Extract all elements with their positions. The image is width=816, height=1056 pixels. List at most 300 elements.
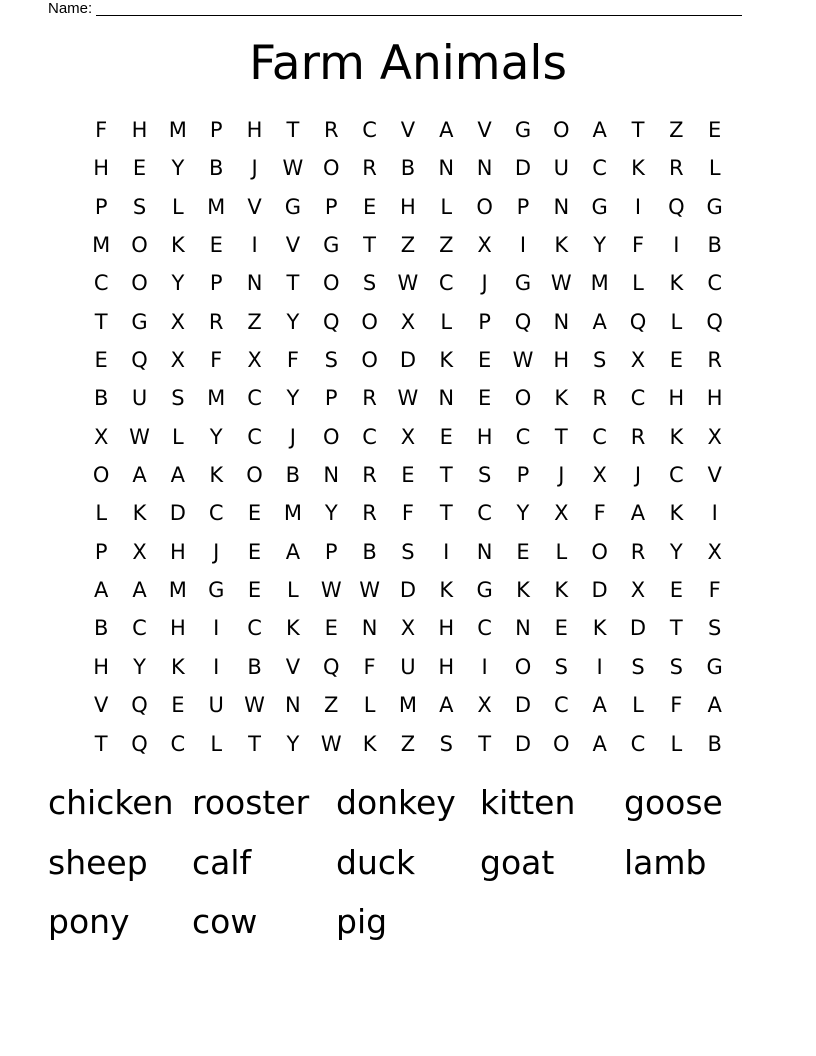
grid-letter[interactable]: C [362, 118, 377, 142]
grid-letter[interactable]: L [440, 309, 453, 334]
grid-letter[interactable]: Y [171, 271, 185, 296]
grid-letter[interactable]: A [439, 118, 454, 142]
grid-letter[interactable]: E [132, 156, 147, 181]
grid-letter[interactable]: N [553, 309, 570, 334]
grid-letter[interactable]: N [476, 156, 493, 181]
grid-letter[interactable]: N [323, 463, 340, 488]
grid-letter[interactable]: G [514, 271, 532, 296]
grid-letter[interactable]: L [708, 156, 721, 181]
grid-letter[interactable]: H [246, 118, 263, 142]
grid-letter[interactable]: T [554, 424, 568, 449]
grid-letter[interactable]: F [670, 693, 683, 718]
grid-letter[interactable]: X [400, 616, 416, 641]
grid-letter[interactable]: A [93, 578, 109, 603]
grid-letter[interactable]: T [631, 118, 645, 142]
grid-letter[interactable]: T [363, 233, 376, 258]
grid-letter[interactable]: C [630, 731, 646, 756]
grid-letter[interactable]: V [707, 463, 722, 488]
grid-letter[interactable]: O [514, 654, 532, 679]
grid-letter[interactable]: X [477, 693, 492, 718]
grid-letter[interactable]: T [286, 271, 300, 296]
grid-letter[interactable]: N [438, 386, 455, 411]
grid-letter[interactable]: W [397, 386, 419, 411]
grid-letter[interactable]: F [593, 501, 606, 526]
grid-letter[interactable]: C [592, 156, 607, 181]
word-list-item: chicken [48, 783, 174, 822]
grid-letter[interactable]: M [92, 233, 111, 258]
grid-letter[interactable]: K [516, 578, 530, 603]
grid-letter[interactable]: R [592, 386, 607, 411]
grid-letter[interactable]: P [209, 271, 223, 296]
grid-letter[interactable]: Q [131, 348, 148, 373]
grid-letter[interactable]: K [592, 616, 607, 641]
grid-letter[interactable]: S [592, 348, 607, 373]
grid-letter[interactable]: Z [400, 731, 416, 756]
grid-letter[interactable]: X [170, 309, 186, 334]
grid-letter[interactable]: T [669, 616, 683, 641]
grid-letter[interactable]: R [707, 348, 722, 373]
word-list-item: rooster [192, 783, 310, 822]
grid-letter[interactable]: V [285, 233, 301, 258]
grid-letter[interactable]: D [399, 578, 416, 603]
grid-letter[interactable]: X [630, 348, 646, 373]
grid-letter[interactable]: Y [516, 501, 530, 526]
grid-letter[interactable]: B [707, 233, 722, 258]
grid-letter[interactable]: K [669, 424, 684, 449]
grid-letter[interactable]: O [322, 424, 340, 449]
grid-letter[interactable]: O [92, 463, 110, 488]
grid-letter[interactable]: C [630, 386, 646, 411]
grid-letter[interactable]: E [247, 501, 262, 526]
grid-letter[interactable]: A [132, 578, 147, 603]
grid-letter[interactable]: P [324, 194, 338, 219]
grid-letter[interactable]: Q [131, 693, 148, 718]
grid-letter[interactable]: Z [669, 118, 684, 142]
grid-letter[interactable]: Y [171, 156, 185, 181]
grid-letter[interactable]: T [439, 463, 453, 488]
grid-letter[interactable]: D [629, 616, 647, 641]
grid-letter[interactable]: O [553, 118, 570, 142]
grid-letter[interactable]: S [439, 731, 453, 756]
grid-letter[interactable]: C [438, 271, 454, 296]
grid-letter[interactable]: I [443, 539, 450, 564]
grid-letter[interactable]: P [478, 309, 491, 334]
grid-letter[interactable]: S [401, 539, 415, 564]
grid-letter[interactable]: I [673, 233, 680, 258]
grid-letter[interactable]: H [93, 654, 110, 679]
grid-letter[interactable]: L [670, 731, 683, 756]
grid-letter[interactable]: V [400, 118, 416, 142]
grid-letter[interactable]: Q [629, 309, 647, 334]
grid-letter[interactable]: E [439, 424, 453, 449]
grid-letter[interactable]: E [477, 348, 492, 373]
grid-letter[interactable]: X [477, 233, 492, 258]
grid-letter[interactable]: O [131, 233, 148, 258]
grid-letter[interactable]: Q [706, 309, 723, 334]
grid-letter[interactable]: G [208, 578, 225, 603]
grid-letter[interactable]: O [131, 271, 148, 296]
word-list-item: lamb [624, 842, 707, 882]
grid-letter[interactable]: I [519, 233, 527, 258]
grid-letter[interactable]: G [514, 118, 532, 142]
grid-letter[interactable]: K [631, 156, 645, 181]
grid-letter[interactable]: C [170, 731, 186, 756]
grid-letter[interactable]: Y [286, 731, 300, 756]
grid-letter[interactable]: E [516, 539, 530, 564]
grid-letter[interactable]: E [247, 578, 262, 603]
name-field [48, 0, 742, 18]
grid-letter[interactable]: E [247, 539, 262, 564]
grid-letter[interactable]: D [514, 731, 532, 756]
grid-letter[interactable]: N [246, 271, 263, 296]
grid-letter[interactable]: V [285, 654, 301, 679]
grid-letter[interactable]: L [363, 693, 376, 718]
grid-letter[interactable]: I [481, 654, 488, 679]
grid-letter[interactable]: C [247, 424, 262, 449]
grid-letter[interactable]: J [251, 156, 258, 181]
grid-letter[interactable]: K [439, 578, 454, 603]
grid-letter[interactable]: E [209, 233, 223, 258]
grid-letter[interactable]: P [516, 463, 530, 488]
grid-letter[interactable]: Z [439, 233, 454, 258]
grid-letter[interactable]: Q [322, 309, 340, 334]
grid-letter[interactable]: L [670, 309, 683, 334]
grid-letter[interactable]: X [554, 501, 569, 526]
grid-letter[interactable]: C [477, 501, 492, 526]
grid-letter[interactable]: M [283, 501, 302, 526]
grid-letter[interactable]: H [131, 118, 148, 142]
grid-letter[interactable]: F [631, 233, 645, 258]
grid-letter[interactable]: T [286, 118, 300, 142]
grid-letter[interactable]: V [477, 118, 492, 142]
grid-letter[interactable]: H [476, 424, 493, 449]
grid-letter[interactable]: I [213, 616, 220, 641]
word-list-item: donkey [336, 783, 456, 822]
grid-letter[interactable]: N [476, 539, 493, 564]
grid-letter[interactable]: R [323, 118, 339, 142]
grid-letter[interactable]: U [400, 654, 416, 679]
grid-letter[interactable]: O [591, 539, 608, 564]
grid-letter[interactable]: W [359, 578, 380, 603]
grid-letter[interactable]: I [634, 194, 642, 219]
grid-letter[interactable]: O [246, 463, 263, 488]
grid-letter[interactable]: C [477, 616, 492, 641]
grid-letter[interactable]: T [478, 731, 492, 756]
grid-letter[interactable]: P [209, 118, 223, 142]
grid-letter[interactable]: P [516, 194, 530, 219]
grid-letter[interactable]: N [361, 616, 378, 641]
grid-letter[interactable]: D [591, 578, 608, 603]
grid-letter[interactable]: W [512, 348, 534, 373]
grid-letter[interactable]: J [634, 463, 642, 488]
grid-letter[interactable]: Z [400, 233, 416, 258]
grid-letter[interactable]: R [669, 156, 684, 181]
grid-letter[interactable]: S [631, 654, 645, 679]
grid-letter[interactable]: C [515, 424, 531, 449]
grid-letter[interactable]: J [481, 271, 488, 296]
grid-letter[interactable]: I [711, 501, 718, 526]
grid-letter[interactable]: M [590, 271, 609, 296]
grid-letter[interactable]: K [170, 233, 185, 258]
grid-letter[interactable]: G [323, 233, 340, 258]
grid-letter[interactable]: C [132, 616, 147, 641]
grid-letter[interactable]: H [400, 194, 416, 219]
word-list-item: calf [192, 842, 252, 882]
grid-letter[interactable]: S [477, 463, 492, 488]
grid-letter[interactable]: T [439, 501, 453, 526]
grid-letter[interactable]: D [514, 693, 532, 718]
grid-letter[interactable]: X [707, 424, 722, 449]
grid-letter[interactable]: H [169, 616, 186, 641]
grid-letter[interactable]: M [168, 118, 187, 142]
grid-letter[interactable]: N [438, 156, 455, 181]
grid-letter[interactable]: Y [286, 309, 300, 334]
grid-letter[interactable]: L [172, 424, 184, 449]
word-list-item: kitten [480, 783, 576, 822]
grid-letter[interactable]: Y [286, 386, 300, 411]
grid-letter[interactable]: X [400, 309, 416, 334]
puzzle-title: Farm Animals [249, 36, 567, 91]
grid-letter[interactable]: X [93, 424, 109, 449]
grid-letter[interactable]: C [668, 463, 684, 488]
grid-letter[interactable]: B [400, 156, 416, 181]
grid-letter[interactable]: A [592, 693, 607, 718]
grid-letter[interactable]: O [553, 731, 570, 756]
grid-letter[interactable]: K [554, 386, 569, 411]
grid-letter[interactable]: S [324, 348, 338, 373]
grid-letter[interactable]: Y [209, 424, 223, 449]
grid-letter[interactable]: G [706, 654, 723, 679]
grid-letter[interactable]: S [669, 654, 683, 679]
grid-letter[interactable]: E [554, 616, 568, 641]
grid-letter[interactable]: E [669, 348, 683, 373]
grid-letter[interactable]: U [131, 386, 148, 411]
grid-letter[interactable]: B [247, 654, 262, 679]
grid-letter[interactable]: Z [247, 309, 262, 334]
name-underline[interactable] [96, 0, 742, 16]
grid-letter[interactable]: X [247, 348, 262, 373]
grid-letter[interactable]: V [247, 194, 262, 219]
grid-letter[interactable]: A [170, 463, 186, 488]
grid-letter[interactable]: U [553, 156, 569, 181]
grid-letter[interactable]: L [95, 501, 108, 526]
grid-letter[interactable]: Q [514, 309, 532, 334]
grid-letter[interactable]: T [94, 309, 108, 334]
grid-letter[interactable]: O [361, 309, 378, 334]
grid-letter[interactable]: L [210, 731, 223, 756]
grid-letter[interactable]: K [669, 271, 684, 296]
grid-letter[interactable]: L [287, 578, 299, 603]
grid-letter[interactable]: E [401, 463, 415, 488]
grid-letter[interactable]: E [324, 616, 338, 641]
grid-letter[interactable]: K [554, 233, 569, 258]
grid-letter[interactable]: X [630, 578, 646, 603]
grid-letter[interactable]: C [93, 271, 109, 296]
grid-letter[interactable]: S [362, 271, 377, 296]
grid-letter[interactable]: X [132, 539, 147, 564]
grid-letter[interactable]: E [362, 194, 377, 219]
grid-letter[interactable]: R [362, 463, 377, 488]
grid-letter[interactable]: R [630, 424, 646, 449]
grid-letter[interactable]: X [400, 424, 416, 449]
grid-letter[interactable]: W [320, 578, 342, 603]
grid-letter[interactable]: Q [668, 194, 685, 219]
grid-letter[interactable]: O [322, 156, 340, 181]
grid-letter[interactable]: E [94, 348, 108, 373]
grid-letter[interactable]: N [515, 616, 531, 641]
grid-letter[interactable]: F [401, 501, 414, 526]
grid-letter[interactable]: I [251, 233, 258, 258]
grid-letter[interactable]: D [399, 348, 416, 373]
grid-letter[interactable]: Y [593, 233, 607, 258]
letter-grid [82, 111, 734, 763]
grid-letter[interactable]: E [171, 693, 185, 718]
grid-letter[interactable]: W [244, 693, 265, 718]
grid-letter[interactable]: L [632, 271, 644, 296]
grid-letter[interactable]: H [93, 156, 110, 181]
grid-letter[interactable]: I [596, 654, 603, 679]
grid-letter[interactable]: X [707, 539, 722, 564]
grid-letter[interactable]: H [668, 386, 685, 411]
grid-letter[interactable]: B [93, 616, 109, 641]
grid-letter[interactable]: M [207, 194, 226, 219]
grid-letter[interactable]: J [289, 424, 296, 449]
grid-letter[interactable]: A [439, 693, 454, 718]
word-list [48, 778, 768, 957]
grid-letter[interactable]: S [554, 654, 568, 679]
grid-letter[interactable]: Q [131, 731, 148, 756]
grid-letter[interactable]: F [363, 654, 376, 679]
grid-letter[interactable]: R [362, 386, 377, 411]
grid-letter[interactable]: W [129, 424, 150, 449]
grid-letter[interactable]: U [208, 693, 224, 718]
grid-letter[interactable]: B [285, 463, 301, 488]
grid-letter[interactable]: X [170, 348, 186, 373]
grid-letter[interactable]: A [592, 731, 607, 756]
grid-letter[interactable]: C [247, 386, 262, 411]
grid-letter[interactable]: B [208, 156, 224, 181]
grid-letter[interactable]: A [630, 501, 646, 526]
grid-letter[interactable]: G [476, 578, 493, 603]
grid-letter[interactable]: R [362, 156, 377, 181]
grid-letter[interactable]: O [361, 348, 378, 373]
grid-letter[interactable]: B [93, 386, 109, 411]
grid-letter[interactable]: E [669, 578, 683, 603]
grid-letter[interactable]: G [706, 194, 723, 219]
grid-letter[interactable]: S [708, 616, 722, 641]
grid-letter[interactable]: W [550, 271, 572, 296]
grid-letter[interactable]: H [438, 616, 455, 641]
grid-letter[interactable]: P [324, 386, 338, 411]
grid-letter[interactable]: G [284, 194, 302, 219]
grid-letter[interactable]: K [286, 616, 300, 641]
grid-letter[interactable]: F [708, 578, 721, 603]
grid-letter[interactable]: H [706, 386, 723, 411]
grid-letter[interactable]: K [669, 501, 684, 526]
grid-letter[interactable]: L [555, 539, 568, 564]
grid-letter[interactable]: O [322, 271, 340, 296]
grid-letter[interactable]: W [397, 271, 419, 296]
grid-letter[interactable]: A [592, 309, 607, 334]
grid-letter[interactable]: J [213, 539, 220, 564]
grid-letter[interactable]: R [630, 539, 646, 564]
grid-letter[interactable]: K [209, 463, 224, 488]
grid-letter[interactable]: K [362, 731, 377, 756]
grid-letter[interactable]: W [320, 731, 342, 756]
grid-letter[interactable]: R [208, 309, 224, 334]
grid-letter[interactable]: K [132, 501, 147, 526]
grid-letter[interactable]: Y [133, 654, 146, 679]
grid-letter[interactable]: G [131, 309, 148, 334]
grid-letter[interactable]: Z [324, 693, 339, 718]
grid-letter[interactable]: H [553, 348, 570, 373]
grid-letter[interactable]: B [707, 731, 722, 756]
grid-letter[interactable]: H [438, 654, 455, 679]
grid-letter[interactable]: J [558, 463, 565, 488]
grid-letter[interactable]: C [208, 501, 224, 526]
grid-letter[interactable]: Y [324, 501, 338, 526]
grid-letter[interactable]: I [213, 654, 220, 679]
grid-letter[interactable]: M [398, 693, 417, 718]
grid-letter[interactable]: N [553, 194, 570, 219]
grid-letter[interactable]: P [94, 539, 108, 564]
grid-letter[interactable]: E [477, 386, 492, 411]
grid-letter[interactable]: M [168, 578, 187, 603]
grid-letter[interactable]: R [362, 501, 377, 526]
grid-letter[interactable]: G [591, 194, 608, 219]
grid-letter[interactable]: T [94, 731, 108, 756]
grid-letter[interactable]: W [282, 156, 304, 181]
grid-letter[interactable]: V [93, 693, 109, 718]
grid-letter[interactable]: K [439, 348, 454, 373]
grid-letter[interactable]: A [285, 539, 301, 564]
grid-letter[interactable]: F [210, 348, 223, 373]
grid-letter[interactable]: C [707, 271, 722, 296]
grid-letter[interactable]: X [592, 463, 607, 488]
grid-letter[interactable]: L [632, 693, 644, 718]
grid-letter[interactable]: C [362, 424, 377, 449]
grid-letter[interactable]: P [94, 194, 108, 219]
grid-letter[interactable]: E [708, 118, 722, 142]
grid-letter[interactable]: N [285, 693, 301, 718]
grid-letter[interactable]: C [592, 424, 607, 449]
grid-letter[interactable]: A [707, 693, 722, 718]
grid-letter[interactable]: P [324, 539, 338, 564]
grid-letter[interactable]: Q [322, 654, 340, 679]
grid-letter[interactable]: C [553, 693, 569, 718]
grid-letter[interactable]: C [247, 616, 262, 641]
grid-letter[interactable]: S [171, 386, 185, 411]
grid-letter[interactable]: M [207, 386, 226, 411]
grid-letter[interactable]: D [169, 501, 186, 526]
grid-letter[interactable]: S [132, 194, 147, 219]
grid-letter[interactable]: F [286, 348, 299, 373]
grid-letter[interactable]: T [248, 731, 261, 756]
grid-letter[interactable]: H [169, 539, 186, 564]
grid-letter[interactable]: K [554, 578, 569, 603]
grid-letter[interactable]: B [362, 539, 377, 564]
grid-letter[interactable]: K [170, 654, 185, 679]
grid-letter[interactable]: A [132, 463, 147, 488]
grid-letter[interactable]: D [514, 156, 532, 181]
grid-letter[interactable]: L [172, 194, 184, 219]
grid-letter[interactable]: O [476, 194, 493, 219]
grid-letter[interactable]: Y [669, 539, 683, 564]
grid-letter[interactable]: F [95, 118, 108, 142]
grid-letter[interactable]: L [440, 194, 453, 219]
grid-letter[interactable]: A [592, 118, 607, 142]
grid-letter[interactable]: O [514, 386, 532, 411]
